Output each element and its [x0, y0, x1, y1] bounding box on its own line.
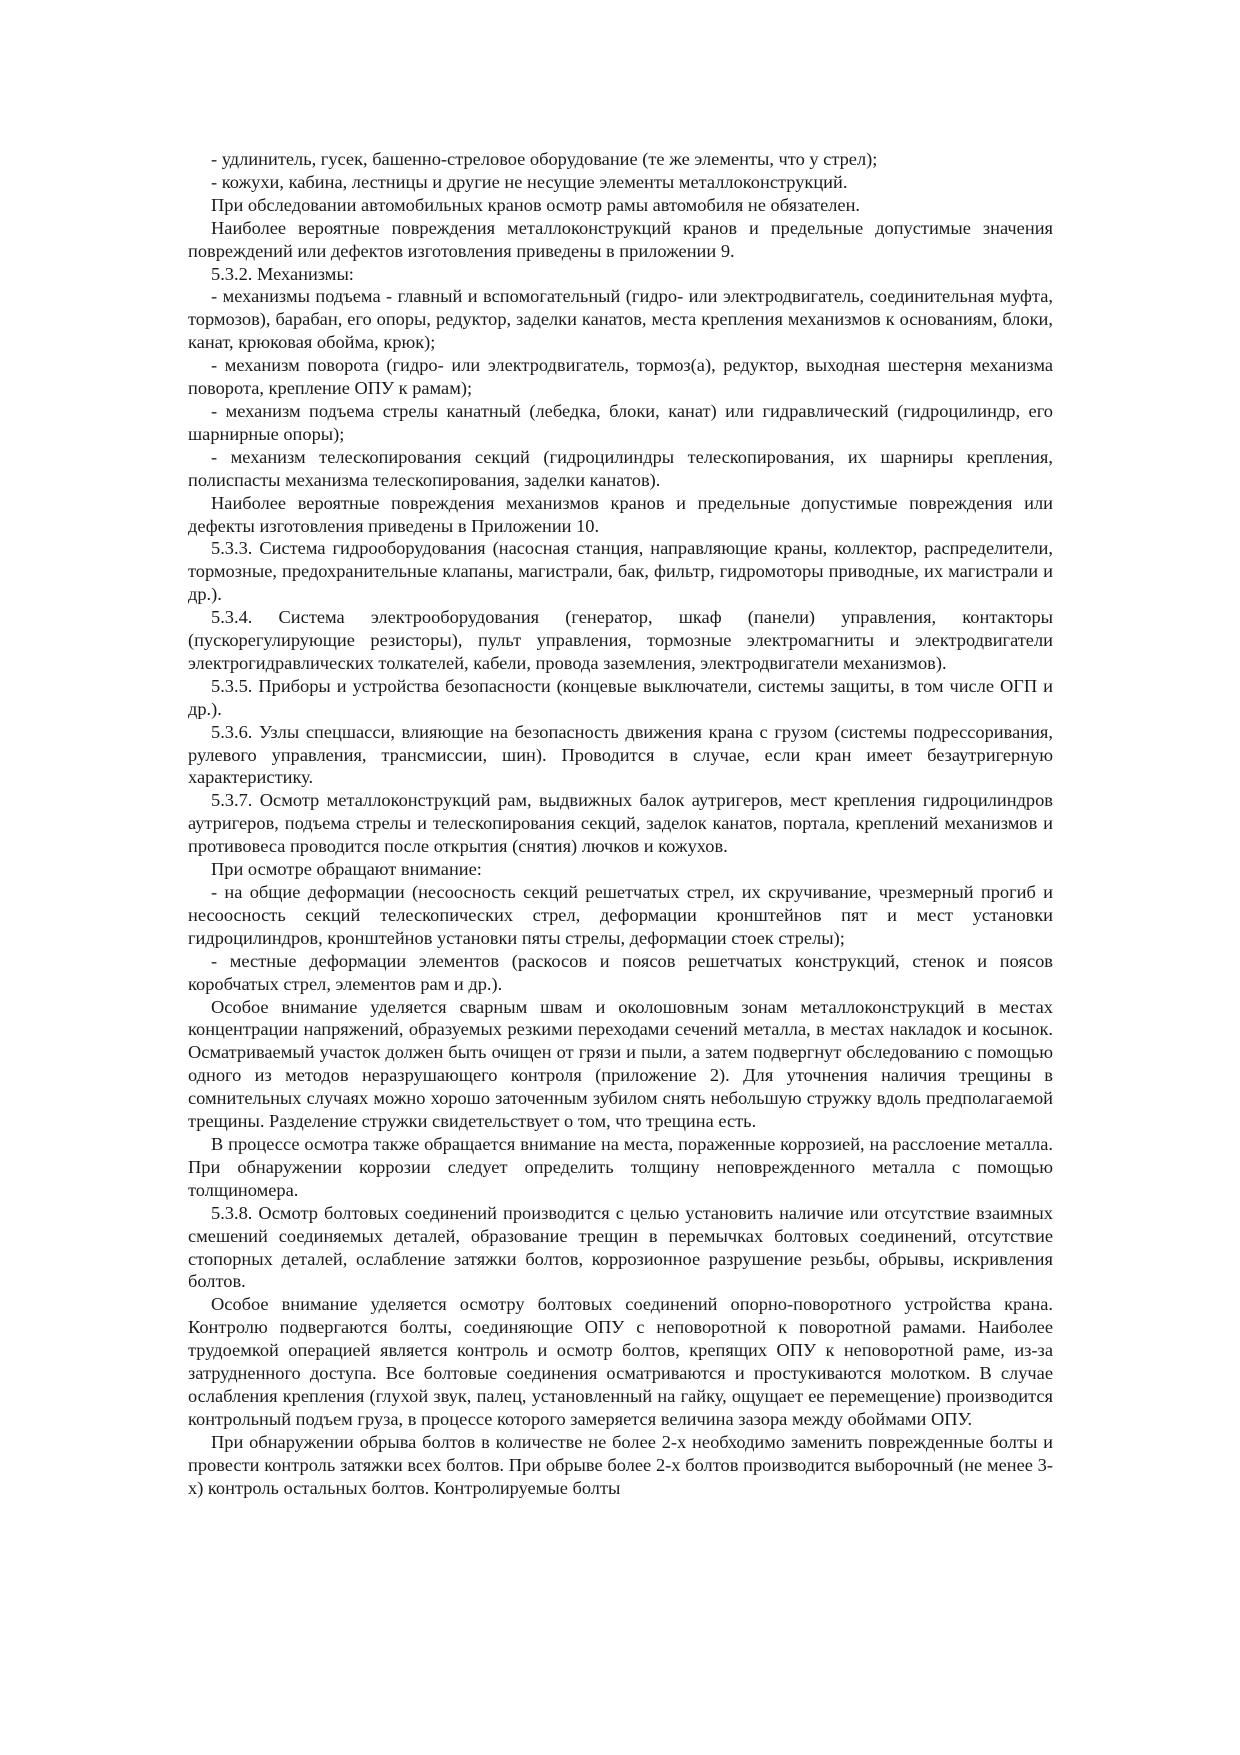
- paragraph: - механизмы подъема - главный и вспомогательный (гидро- или электродвигатель, соединительная муфта, тормозов), барабан, его опоры, редуктор, заделки канатов, места крепления механизмов к основаниям, блоки, канат, крюковая обойма, крюк);: [188, 286, 1053, 353]
- paragraph: Наиболее вероятные повреждения металлоконструкций кранов и предельные допустимые значения повреждений или дефектов изготовления приведены в приложении 9.: [188, 217, 1053, 261]
- document-page: [188, 148, 1053, 1499]
- paragraph: 5.3.3. Система гидрооборудования (насосная станция, направляющие краны, коллектор, распределители, тормозные, предохранительные клапаны, магистрали, бак, фильтр, гидромоторы приводные, их магистрали и др.).: [188, 538, 1053, 605]
- paragraph: При обследовании автомобильных кранов осмотр рамы автомобиля не обязателен.: [211, 194, 861, 215]
- paragraph: В процессе осмотра также обращается внимание на места, пораженные коррозией, на расслоение металла. При обнаружении коррозии следует определить толщину неповрежденного металла с помощью толщиномера.: [188, 1133, 1053, 1200]
- paragraph: - местные деформации элементов (раскосов и поясов решетчатых конструкций, стенок и поясов коробчатых стрел, элементов рам и др.).: [188, 950, 1053, 994]
- paragraph: 5.3.7. Осмотр металлоконструкций рам, выдвижных балок аутригеров, мест крепления гидроцилиндров аутригеров, подъема стрелы и телескопирования секций, заделок канатов, портала, креплений механизмов и противовеса проводится после открытия (снятия) лючков и кожухов.: [188, 790, 1053, 857]
- paragraph: 5.3.5. Приборы и устройства безопасности (концевые выключатели, системы защиты, в том числе ОГП и др.).: [188, 675, 1053, 719]
- paragraph: - механизм поворота (гидро- или электродвигатель, тормоз(а), редуктор, выходная шестерня механизма поворота, крепление ОПУ к рамам);: [188, 355, 1053, 399]
- paragraph: Особое внимание уделяется сварным швам и околошовным зонам металлоконструкций в местах концентрации напряжений, образуемых резкими переходами сечений металла, в местах накладок и косынок. Осматриваемый участок должен быть очищен от грязи и пыли, а затем подвергнут обследованию с помощью одного из методов неразрушающего контроля (приложение 2). Для уточнения наличия трещины в сомнительных случаях можно хорошо заточенным зубилом снять небольшую стружку вдоль предполагаемой трещины. Разделение стружки свидетельствует о том, что трещина есть.: [188, 996, 1053, 1132]
- paragraph: При обнаружении обрыва болтов в количестве не более 2-х необходимо заменить поврежденные болты и провести контроль затяжки всех болтов. При обрыве более 2-х болтов производится выборочный (не менее 3-х) контроль остальных болтов. Контролируемые болты: [188, 1431, 1053, 1498]
- section-heading: 5.3.2. Механизмы:: [211, 263, 354, 284]
- paragraph: 5.3.6. Узлы спецшасси, влияющие на безопасность движения крана с грузом (системы подрессоривания, рулевого управления, трансмиссии, шин). Проводится в случае, если кран имеет безаутригерную характеристику.: [188, 721, 1053, 788]
- paragraph: - механизм подъема стрелы канатный (лебедка, блоки, канат) или гидравлический (гидроцилиндр, его шарнирные опоры);: [188, 400, 1053, 444]
- paragraph: - на общие деформации (несоосность секций решетчатых стрел, их скручивание, чрезмерный прогиб и несоосность секций телескопических стрел, деформации кронштейнов пят и мест установки гидроцилиндров, кронштейнов установки пяты стрелы, деформации стоек стрелы);: [188, 882, 1053, 948]
- paragraph: При осмотре обращают внимание:: [211, 859, 482, 880]
- paragraph: Особое внимание уделяется осмотру болтовых соединений опорно-поворотного устройства крана. Контролю подвергаются болты, соединяющие ОПУ с неповоротной к поворотной рамами. Наиболее трудоемкой операцией является контроль и осмотр болтов, крепящих ОПУ к неповоротной раме, из-за затрудненного доступа. Все болтовые соединения осматриваются и простукиваются молотком. В случае ослабления крепления (глухой звук, палец, установленный на гайку, ощущает ее перемещение) производится контрольный подъем груза, в процессе которого замеряется величина зазора между обоймами ОПУ.: [188, 1294, 1053, 1429]
- paragraph: 5.3.8. Осмотр болтовых соединений производится с целью установить наличие или отсутствие взаимных смешений соединяемых деталей, образование трещин в перемычках болтовых соединений, отсутствие стопорных деталей, ослабление затяжки болтов, коррозионное разрушение резьбы, обрывы, искривления болтов.: [188, 1202, 1053, 1292]
- paragraph: - кожухи, кабина, лестницы и другие не несущие элементы металлоконструкций.: [211, 171, 848, 192]
- paragraph: - удлинитель, гусек, башенно-стреловое оборудование (те же элементы, что у стрел);: [211, 149, 878, 169]
- paragraph: 5.3.4. Система электрооборудования (генератор, шкаф (панели) управления, контакторы (пускорегулирующие резисторы), пульт управления, тормозные электромагниты и электродвигатели электрогидравлических толкателей, кабели, провода заземления, электродвигатели механизмов).: [188, 607, 1053, 673]
- paragraph: Наиболее вероятные повреждения механизмов кранов и предельные допустимые повреждения или дефекты изготовления приведены в Приложении 10.: [188, 492, 1053, 536]
- paragraph: - механизм телескопирования секций (гидроцилиндры телескопирования, их шарниры крепления, полиспасты механизма телескопирования, заделки канатов).: [188, 446, 1053, 490]
